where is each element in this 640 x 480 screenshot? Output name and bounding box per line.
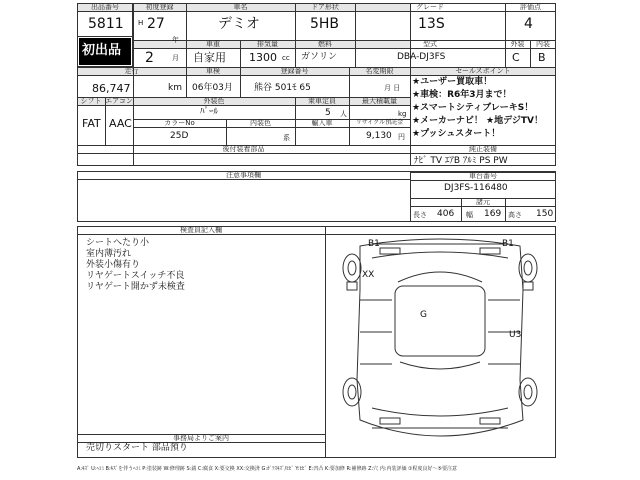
hub-front-right xyxy=(524,261,532,275)
header-lot-no: 出品番号 xyxy=(91,3,119,11)
int-color-unit: 系 xyxy=(283,134,290,142)
sales-point-2: ★車検：R6年3月まで！ xyxy=(412,90,512,100)
length-label: 長さ xyxy=(413,211,427,219)
year-unit: 年 xyxy=(172,36,179,44)
header-mileage: 走行 xyxy=(124,67,139,75)
office-note: 売切りスタート 部品預り xyxy=(86,443,188,453)
hood-line xyxy=(372,252,508,258)
header-door: ドア形状 xyxy=(311,3,339,11)
header-after-parts: 後付装着部品 xyxy=(222,145,265,153)
usage: 自家用 xyxy=(193,51,226,64)
door-type: 5HB xyxy=(310,16,340,32)
sales-point-3: ★スマートシティブレーキS！ xyxy=(412,103,534,113)
grade: 13S xyxy=(418,16,445,32)
mileage: 86,747 xyxy=(92,82,131,95)
km-unit: km xyxy=(168,83,182,93)
equipment: ﾅﾋﾞ TV ｴｱB ｱﾙﾐ PS PW xyxy=(414,156,508,166)
first-reg-year: 27 xyxy=(147,16,165,32)
header-interior: 内装 xyxy=(536,40,550,48)
left-doors xyxy=(360,300,392,364)
header-int-color: 内装色 xyxy=(250,119,271,127)
header-name-change: 名変期限 xyxy=(365,67,394,75)
month-unit: 月 xyxy=(172,54,179,62)
header-equipment: 純正装備 xyxy=(469,145,497,153)
header-max-load: 最大積載量 xyxy=(362,97,397,105)
header-ext-color: 外装色 xyxy=(203,97,225,105)
right-mirror xyxy=(523,282,533,290)
damage-right-rear: U3 xyxy=(509,330,522,340)
height: 150 xyxy=(536,209,554,219)
max-load-unit: kg xyxy=(398,110,407,118)
first-reg-month: 2 xyxy=(145,50,154,66)
sales-point-5: ★プッシュスタート！ xyxy=(412,129,501,139)
header-shift: シフト xyxy=(80,97,102,105)
header-inspection: 車検 xyxy=(206,67,220,75)
first-listing-text: 初出品 xyxy=(82,43,122,58)
hub-rear-right xyxy=(524,385,532,399)
name-change: 月 日 xyxy=(384,84,401,92)
recycle-fee: 9,130 xyxy=(366,131,392,141)
width: 169 xyxy=(484,209,502,219)
header-exterior: 外装 xyxy=(510,40,525,48)
cc-unit: cc xyxy=(282,54,290,62)
windshield xyxy=(398,272,482,282)
header-office: 事務局よりご案内 xyxy=(173,434,229,442)
lot-number: 5811 xyxy=(88,16,124,32)
header-grade: グレード xyxy=(416,3,444,11)
header-recycle: リサイクル預託金 xyxy=(355,119,404,126)
exterior-score: C xyxy=(512,51,520,64)
taillight-left xyxy=(380,418,400,424)
hub-rear-left xyxy=(348,385,356,399)
header-notes: 注意事項欄 xyxy=(226,171,261,179)
header-aircon: エアコン xyxy=(105,97,133,105)
hub-front-left xyxy=(348,261,356,275)
inspector-note-1: シートへたり小 xyxy=(86,238,150,248)
interior-score: B xyxy=(538,51,546,64)
header-displacement: 排気量 xyxy=(257,40,278,48)
header-score: 評価点 xyxy=(520,3,541,11)
headlight-right xyxy=(480,248,500,254)
wheel-rear-right xyxy=(519,378,537,406)
header-car-name: 車名 xyxy=(233,3,248,11)
left-mirror xyxy=(347,282,357,290)
header-capacity: 乗車定員 xyxy=(308,97,336,105)
header-model: 型式 xyxy=(423,40,437,48)
header-import: 輸入車 xyxy=(311,119,333,127)
inspector-note-3: 外装小傷有り xyxy=(86,260,141,270)
color-no: 25D xyxy=(170,131,189,141)
ext-color: ﾊﾟｰﾙ xyxy=(200,107,219,117)
header-first-reg: 初度登録 xyxy=(145,3,174,11)
header-sales-point: セールスポイント xyxy=(455,67,511,75)
aircon: AAC xyxy=(109,117,132,130)
legend: A:ｷｽﾞ U:ﾍｺﾐ B:ｷｽﾞを伴うﾍｺﾐ P:塗装跡 W:修理跡 S:錆 C:腐食 X:要交換 XX:交換済 G:ｶﾞﾗｽｷｽﾞ/ﾋﾋﾞ Y:ﾋﾋﾞ E:凹凸 K:要加修 R:補修跡 Z:穴 内:内装評価 ①程度良好〜⑤要注意 xyxy=(77,466,458,472)
height-label: 高さ xyxy=(508,211,522,219)
era: H xyxy=(138,19,144,27)
shift: FAT xyxy=(82,117,101,130)
taillight-right xyxy=(480,418,500,424)
sales-point-4: ★メーカーナビ！ ★地デジTV！ xyxy=(412,116,544,126)
inspector-note-2: 室内薄汚れ xyxy=(86,249,132,259)
header-inspector: 検査員記入欄 xyxy=(180,226,222,234)
sales-point-1: ★ユーザー買取車！ xyxy=(412,77,493,87)
car-outline xyxy=(357,239,523,436)
length: 406 xyxy=(437,209,455,219)
rear-line xyxy=(372,408,508,416)
car-name: デミオ xyxy=(218,16,260,32)
damage-roof: G xyxy=(420,310,427,320)
width-label: 幅 xyxy=(466,211,473,219)
header-vehicle-weight: 車重 xyxy=(206,40,220,48)
headlight-left xyxy=(380,248,400,254)
score: 4 xyxy=(524,16,533,32)
inspector-note-4: リヤゲートスイッチ不良 xyxy=(86,271,185,281)
header-dimensions: 諸元 xyxy=(476,198,490,206)
roof xyxy=(395,286,485,356)
capacity-unit: 人 xyxy=(340,110,347,118)
chassis-number: DJ3FS-116480 xyxy=(444,183,508,193)
fuel: ガソリン xyxy=(301,52,338,62)
header-reg-no: 登録番号 xyxy=(280,67,309,75)
reg-no: 熊谷 501ﾓ 65 xyxy=(254,83,311,93)
damage-front-right: B1 xyxy=(502,239,514,249)
damage-front-left: B1 xyxy=(368,239,380,249)
yen-unit: 円 xyxy=(398,133,405,141)
header-color-no: カラーNo xyxy=(164,119,195,127)
wheel-front-left xyxy=(343,254,361,282)
header-fuel: 燃料 xyxy=(318,40,332,48)
inspection-date: 06年03月 xyxy=(192,83,233,93)
displacement: 1300 xyxy=(249,51,277,64)
inspector-note-5: リヤゲート開かず未検査 xyxy=(86,282,185,292)
header-chassis: 車台番号 xyxy=(469,172,497,180)
model: DBA-DJ3FS xyxy=(397,52,446,62)
rear-glass xyxy=(400,362,480,369)
capacity: 5 xyxy=(325,108,331,118)
damage-left-side: XX xyxy=(362,270,375,280)
